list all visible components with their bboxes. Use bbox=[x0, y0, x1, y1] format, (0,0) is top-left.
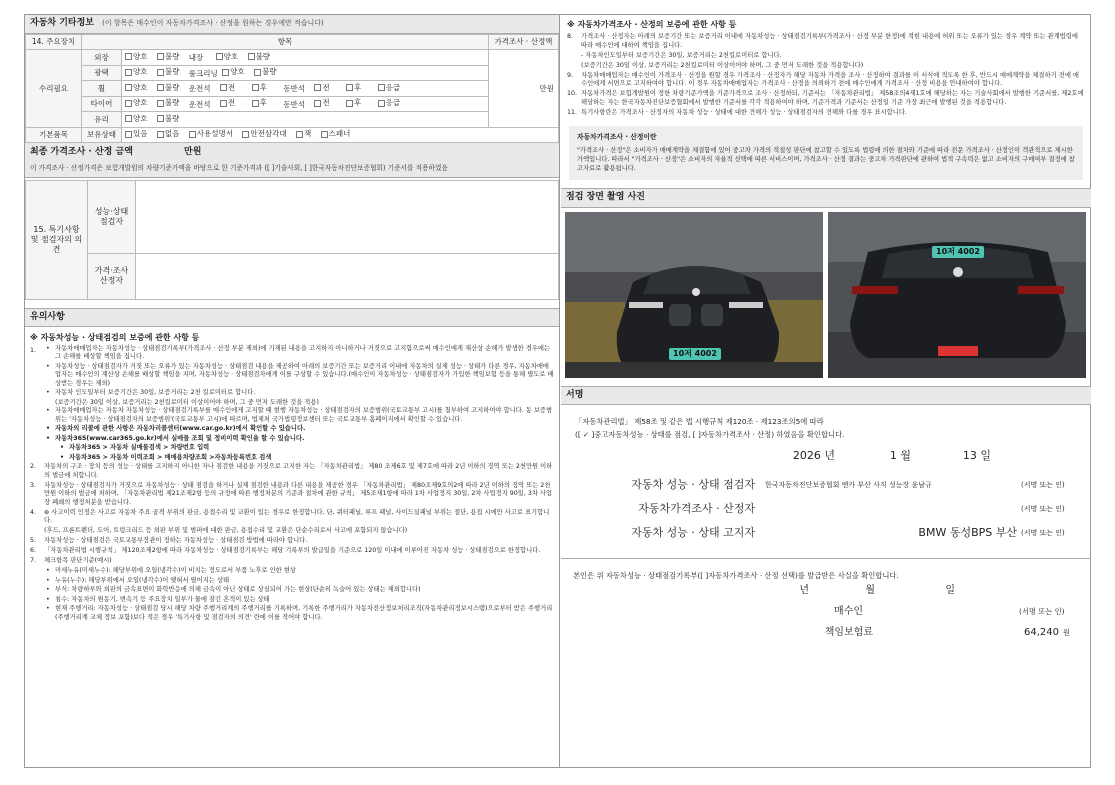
buyer-label: 매수인 bbox=[834, 606, 863, 618]
option-label: 불량 bbox=[164, 51, 180, 61]
checkbox[interactable] bbox=[216, 53, 223, 60]
front-car-photo bbox=[565, 212, 823, 378]
other-info-table bbox=[25, 34, 559, 144]
checkbox[interactable] bbox=[314, 100, 321, 107]
list-item bbox=[567, 90, 1085, 107]
item-text: (후드, 프론트펜더, 도어, 트렁크리드 등 외판 부위 및 범퍼에 대한 판금, 용접수리 및 교환은 단순수리로서 사고에 포함되지 않습니다) bbox=[44, 527, 408, 535]
item-number: 2. bbox=[30, 463, 37, 471]
item-number bbox=[567, 52, 581, 61]
option-label: 양호 bbox=[133, 67, 148, 77]
option-label: 양호 bbox=[133, 82, 148, 92]
appraiser-signature[interactable] bbox=[1021, 505, 1083, 514]
notifier-signature[interactable] bbox=[1021, 529, 1083, 538]
item-number: 11. bbox=[567, 108, 578, 116]
insurance-amount: 64,240 bbox=[1024, 627, 1059, 639]
item-text: 자동차365(www.car365.go.kr)에서 실매물 조회 및 정비이력 확인을 할 수 있습니다. bbox=[55, 434, 305, 442]
item-text: 현재 주행거리: 자동차성능 · 상태점검 당시 해당 차량 주행거리계의 주행거리를 기록하며, 기록한 주행거리가 자동차전산정보처리조직(자동차관리정보시스템)으로부터 받은 주행거리(주행거리계 교체 정보 포함)보다 적은 경우 '특기사항 및 점검자의 의견' 란에 이를 적어야 합니다. bbox=[55, 605, 553, 621]
option-label: 불량 bbox=[164, 113, 180, 123]
checkbox[interactable] bbox=[378, 84, 385, 91]
row-options bbox=[122, 112, 489, 128]
item-text: 자동차의 리콜에 관한 사항은 자동차리콜센터(www.car.go.kr)에서 확인할 수 있습니다. bbox=[55, 425, 306, 433]
signature-hint: (서명 또는 인) bbox=[1021, 480, 1065, 489]
option-label: 없음 bbox=[164, 129, 180, 139]
receipt-section bbox=[561, 558, 1091, 643]
option-label: 후 bbox=[353, 82, 362, 92]
item-text: (보증기간은 30일 이상, 보증거리는 2천킬로미터 이상이어야 하며, 그 중 먼저 도래한 것을 적용합니다) bbox=[581, 61, 864, 69]
signature-section bbox=[561, 405, 1091, 545]
table-row bbox=[26, 112, 559, 128]
front-plate: 10저 4002 bbox=[673, 348, 717, 358]
insurance-label: 책임보험료 bbox=[824, 627, 873, 639]
inspector-label: 자동차 성능 · 상태 점검자 bbox=[631, 478, 755, 492]
item-text: 「자동차관리법 시행규칙」 제120조제2항에 따라 자동차성능 · 상태점검기록부는 해당 기록부의 발급일을 기준으로 120일 이내에 이루어진 자동차 성능 · 상태점검으로 한정합니다. bbox=[44, 547, 541, 555]
list-item bbox=[567, 52, 1085, 61]
item-text: 자동차365 > 자동차 이력조회 > 매매용차량조회 >자동차등록번호 검색 bbox=[69, 453, 272, 461]
buyer-signature[interactable] bbox=[1019, 607, 1083, 616]
option-label: 후 bbox=[353, 98, 362, 108]
price-definition-text: "가격조사 · 산정"은 소비자가 매매계약을 체결함에 있어 중고차 가격의 적절성 판단에 참고할 수 있도록 법령에 의한 절차와 기준에 따라 전문 가격조사 · 산정인이 객관적으로 제시한 가액입니다. 따라서 "가격조사 · 산정"은 소비자의 자율적 선택에 따른 서비스이며, 가격조사 · 산정 결과는 중고차 가격판단에 관하여 법적 구속력은 없고 소비자의 구매여부 결정에 참고자료로 활용됩니다. bbox=[577, 146, 1075, 173]
special-label: 15. 특기사항 및 점검자의 의견 bbox=[26, 180, 88, 299]
option-label: 잭 bbox=[304, 129, 312, 139]
checkbox[interactable] bbox=[125, 115, 132, 122]
final-price-title: 최종 가격조사 · 산정 금액 bbox=[30, 147, 133, 158]
option-label: 불량 bbox=[255, 51, 271, 61]
col-price: 가격조사 · 산정액 bbox=[489, 34, 559, 50]
checkbox[interactable] bbox=[157, 69, 164, 76]
item-text: 자동차성능 · 상태점검은 국토교통부장관이 정하는 자동차성능 · 상태점검 방법에 따라야 합니다. bbox=[44, 537, 308, 545]
insurance-unit: 원 bbox=[1063, 627, 1071, 637]
appraiser-row bbox=[575, 498, 1083, 522]
list-item: • 자동차365 > 자동차 이력조회 > 매매용차량조회 >자동차등록번호 검색 bbox=[60, 454, 554, 463]
option-label: 불량 bbox=[262, 67, 277, 77]
option-label: 응급 bbox=[385, 98, 401, 108]
signature-hint: (서명 또는 인) bbox=[1021, 504, 1065, 513]
list-item bbox=[30, 537, 554, 546]
checkbox[interactable] bbox=[189, 131, 196, 138]
option-label: 사용설명서 bbox=[196, 129, 234, 139]
option-label: 후 bbox=[259, 98, 267, 108]
list-item: • 자동차성능 · 상태점검자가 거짓 또는 오류가 있는 자동차성능 · 상태점검 내용을 제공하여 아래의 보증기간 또는 보증거리 이내에 자동차의 실제 성능 · 상태가 다른 경우, 자동차매매업자는 매수인의 재산상 손해를 배상할 책임을 지며, 자동차성능 · 상태점검자에게 이를 구상할 수 있습니다.(매수인이 자동차성능 · 상태점검자가 가입한 책임보험 등을 통해 별도로 배상받는 경우는 제외) bbox=[46, 362, 554, 387]
option-label: 양호 bbox=[133, 51, 148, 61]
item-text: - 자동차인도일부터 보증기간은 30일, 보증거리는 2천킬로미터로 합니다. bbox=[581, 51, 782, 59]
checkbox[interactable] bbox=[157, 100, 164, 107]
special-notes-table bbox=[25, 180, 559, 300]
option-label: 불량 bbox=[164, 67, 180, 77]
item-text: 자동차매매업자는 자동차성능 · 상태점검기록부(가격조사 · 산정 부분 제외)에 기재된 내용을 고지하지 아니하거나 거짓으로 고지함으로써 매수인에게 재산상 손해가 발생한 경우에는 그 손해를 배상할 책임을 집니다. bbox=[55, 344, 551, 361]
option-label: 전 bbox=[322, 98, 330, 108]
inspection-photos bbox=[561, 208, 1091, 378]
item-number: 6. bbox=[30, 547, 37, 555]
photos-header: 점검 장면 촬영 사진 bbox=[561, 188, 1091, 208]
price-definition-box bbox=[569, 126, 1083, 180]
checkbox[interactable] bbox=[252, 84, 259, 91]
row-label: 유리 bbox=[82, 112, 122, 128]
caution-heading: ※ 자동차성능 · 상태점검의 보증에 관한 사항 등 bbox=[30, 333, 200, 343]
checkbox[interactable] bbox=[321, 131, 328, 138]
item-number: 8. bbox=[567, 33, 574, 41]
list-item: • 현재 주행거리: 자동차성능 · 상태점검 당시 해당 차량 주행거리계의 주행거리를 기록하며, 기록한 주행거리가 자동차전산정보처리조직(자동차관리정보시스템)으로부터 받은 주행거리(주행거리계 교체 정보 포함)보다 적은 경우 '특기사항 및 점검자의 의견' 란에 이를 적어야 합니다. bbox=[46, 605, 553, 621]
item-text: 침수: 자동차의 원동기, 변속기 등 주요장치 일부가 물에 잠긴 흔적이 있는 상태 bbox=[55, 595, 270, 603]
rear-plate: 10저 4002 bbox=[936, 246, 980, 256]
item-number: 3. bbox=[30, 481, 37, 489]
item-text: 자동차성능 · 상태점검자가 거짓 또는 오류가 있는 자동차성능 · 상태점검 내용을 제공하여 아래의 보증기간 또는 보증거리 이내에 자동차의 실제 성능 · 상태가 다른 경우, 자동차매매업자는 매수인의 재산상 손해를 배상할 책임을 지며, 자동차성능 · 상태점검자에게 이를 구상할 수 있습니다.(매수인이 자동차성능 · 상태점검자가 가입한 책임보험 등을 통해 별도로 배상받는 경우는 제외) bbox=[55, 362, 554, 387]
other-info-note: (이 항목은 매수인이 자동차가격조사 · 산정을 원하는 경우에만 적습니다) bbox=[102, 19, 324, 27]
appraiser-label: 자동차가격조사 · 산정자 bbox=[638, 502, 755, 516]
option-label: 스패너 bbox=[328, 129, 351, 139]
notifier-label: 자동차 성능 · 상태 고지자 bbox=[631, 526, 755, 540]
row-options bbox=[122, 81, 489, 97]
price-unit: 만원 bbox=[489, 50, 559, 128]
option-label: 있음 bbox=[133, 129, 148, 139]
col-item14: 14. 주요장치 bbox=[26, 34, 82, 50]
checkbox[interactable] bbox=[242, 131, 249, 138]
list-item: • 누유(누수): 해당부위에서 오일(냉각수)이 맺혀서 떨어지는 상태 bbox=[46, 577, 554, 586]
item-text: 체크항목 판단기준(예시) bbox=[44, 557, 112, 565]
receipt-text: 본인은 위 자동차성능 · 상태점검기록부([ ]자동차가격조사 · 산정 선택)를 발급받은 사실을 확인합니다. bbox=[573, 570, 899, 580]
item-subnote: (보증기간은 30일 이상, 보증거리는 2천킬로미터 이상이어야 하며, 그 중 먼저 도래한 것을 적용) bbox=[55, 398, 319, 406]
list-item bbox=[30, 482, 554, 508]
sign-month: 1 월 bbox=[889, 449, 911, 463]
item-text: 가격조사 · 산정자는 아래의 보증기간 또는 보증거리 이내에 자동차성능 · 상태점검기록부(가격조사 · 산정 부분 한정)에 적힌 내용에 허위 또는 오류가 있는 경우 계약 또는 관계법령에 따라 매수인에 대하여 책임을 집니다. bbox=[581, 33, 1078, 49]
item-text: 자동차 인도일부터 보증기간은 30일, 보증거리는 2천 킬로미터로 합니다. bbox=[55, 389, 256, 397]
option-label: 양호 bbox=[133, 113, 148, 123]
basic-label: 기본품목 bbox=[26, 127, 82, 143]
row-label: 룸크리닝 bbox=[188, 68, 218, 78]
item-text: 자동차가격은 보험개발원이 정한 차량기준가액을 기준가격으로 조사 · 산정하되, 기준서는 「자동차관리법」 제58조의4제1호에 해당하는 자는 기술사회에서 발행한 기준서를, 제2호에 해당하는 자는 한국자동차진단보증협회에서 발행한 기준서를 각각 적용하여야 하며, 기준가격과 기준서는 산정일 기준 가장 최근에 발행된 것을 적용합니다. bbox=[581, 90, 1084, 106]
row-label: 동반석 bbox=[283, 99, 305, 109]
checkbox[interactable] bbox=[125, 100, 132, 107]
checkbox[interactable] bbox=[346, 84, 353, 91]
item-text: 누유(누수): 해당부위에서 오일(냉각수)이 맺혀서 떨어지는 상태 bbox=[55, 576, 230, 584]
item-number bbox=[30, 527, 44, 536]
list-item: • 자동차365 > 자동차 실매물검색 > 차량번호 입력 bbox=[60, 444, 554, 453]
row-label: 동반석 bbox=[283, 84, 305, 94]
row-options bbox=[122, 96, 489, 112]
final-price-note: 이 가격조사 · 산정가격은 보험개발원의 차량기준가액을 바탕으로 한 기준가격과 ([ ]기술사회, [ ]한국자동차진단보증협회) 기준서를 적용하였음 bbox=[25, 162, 559, 177]
signature-hint: (서명 또는 인) bbox=[1021, 528, 1065, 537]
option-label: 전 bbox=[322, 82, 330, 92]
item-text: 부식: 차량하부와 외판의 금속표면이 화학반응에 의해 금속이 아닌 상태로 상실되어 가는 현상(단순히 녹슬어 있는 상태는 제외합니다) bbox=[55, 586, 421, 594]
option-label: 양호 bbox=[133, 98, 148, 108]
list-item: • 자동차 인도일부터 보증기간은 30일, 보증거리는 2천 킬로미터로 합니다. bbox=[46, 389, 554, 398]
col-hangmok: 항목 bbox=[82, 34, 489, 50]
inspector-value: 한국자동차진단보증협회 엔카 부산 사직 성능장 윤남규 bbox=[765, 480, 932, 489]
checkbox[interactable] bbox=[157, 84, 164, 91]
price-definition-title: 자동차가격조사 · 산정이란 bbox=[577, 133, 657, 142]
checkbox[interactable] bbox=[125, 84, 132, 91]
final-price-box bbox=[25, 143, 559, 177]
receipt-year: 년 bbox=[799, 585, 809, 597]
row-label: 운전석 bbox=[188, 84, 211, 94]
checkbox[interactable] bbox=[222, 69, 229, 76]
row-label: 광택 bbox=[82, 65, 122, 81]
item-text: ⊛ 사고이력 인정은 사고로 자동차 주요 골격 부위의 판금, 용접수리 및 교환이 있는 경우로 한정합니다. 단, 쿼터패널, 루프 패널, 사이드실패널 부위는 절단, 용접 시에만 사고로 표기합니다. bbox=[44, 508, 550, 525]
option-label: 불량 bbox=[164, 82, 180, 92]
table-row bbox=[26, 127, 559, 143]
item-number: 10. bbox=[567, 90, 578, 98]
item-text: 자동차365 > 자동차 실매물검색 > 차량번호 입력 bbox=[69, 444, 210, 452]
final-price-header bbox=[25, 143, 559, 162]
option-label: 불량 bbox=[164, 98, 180, 108]
list-item: • 자동차의 리콜에 관한 사항은 자동차리콜센터(www.car.go.kr)에서 확인할 수 있습니다. bbox=[46, 425, 554, 434]
item-number: 1. bbox=[30, 346, 37, 354]
list-item: • 미세누유(미세누수): 해당부위에 오일(냉각수)이 비치는 정도로서 부품 노후로 인한 현상 bbox=[46, 567, 554, 576]
basic-sub: 보유상태 bbox=[82, 127, 122, 143]
other-info-title: 자동차 기타정보 bbox=[30, 18, 94, 28]
list-item bbox=[30, 547, 554, 556]
row-options bbox=[122, 65, 489, 81]
table-row bbox=[26, 50, 559, 66]
basic-items bbox=[122, 127, 559, 143]
sign-year: 2026 년 bbox=[792, 449, 835, 463]
item-text: 미세누유(미세누수): 해당부위에 오일(냉각수)이 비치는 정도로서 부품 노후로 인한 현상 bbox=[55, 567, 296, 575]
checkbox[interactable] bbox=[125, 53, 132, 60]
final-price-unit: 만원 bbox=[184, 147, 202, 158]
item-number bbox=[567, 62, 581, 71]
price-guarantee-notes bbox=[561, 15, 1091, 180]
row-label: 운전석 bbox=[188, 99, 211, 109]
item-text: 자동차매매업자는 자동차 자동차성능 · 상태점검기록부를 매수인에게 고지할 때 현행 자동차성능 · 상태점검자의 보증범위(국토교통부 고시)를 첨부하여 고지하여야 합니다. 동 보증범위는 '자동차성능 · 상태점검자의 보증범위'(국토교통부 고시)에 따르며, 법제처 국가법령정보센터 또는 국토교통부 홈페이지에서 확인할 수 있습니다. bbox=[55, 407, 553, 423]
price-appraiser-label: 가격·조사 산정자 bbox=[88, 253, 136, 299]
list-item bbox=[30, 509, 554, 526]
checkbox[interactable] bbox=[252, 100, 259, 107]
checkbox[interactable] bbox=[248, 53, 255, 60]
table-row bbox=[26, 81, 559, 97]
list-item bbox=[30, 463, 554, 480]
list-item bbox=[567, 62, 1085, 71]
checkbox[interactable] bbox=[378, 100, 385, 107]
checkbox[interactable] bbox=[346, 100, 353, 107]
notifier-row bbox=[575, 522, 1083, 546]
signature-hint: (서명 또는 인) bbox=[1019, 606, 1065, 616]
receipt-month: 월 bbox=[865, 585, 875, 597]
signature-date bbox=[575, 449, 1083, 463]
row-options bbox=[122, 50, 489, 66]
row-label: 타이어 bbox=[82, 96, 122, 112]
insurance-row bbox=[573, 622, 1083, 643]
notifier-value: BMW 동성BPS 부산 bbox=[918, 526, 1017, 540]
buyer-row bbox=[573, 601, 1083, 622]
caution-notes bbox=[25, 327, 559, 622]
table-row bbox=[26, 96, 559, 112]
checkbox[interactable] bbox=[220, 100, 227, 107]
signature-law: 「자동차관리법」 제58조 및 같은 법 시행규칙 제120조 · 제123조의5에 따라 bbox=[575, 417, 824, 427]
right-column bbox=[561, 15, 1091, 767]
option-label: 양호 bbox=[223, 51, 239, 61]
checkbox[interactable] bbox=[157, 53, 164, 60]
left-column bbox=[25, 15, 560, 767]
item-text: 자동차매매업자는 매수인이 가격조사 · 산정을 원할 경우 가격조사 · 산정자가 해당 자동차 가격을 조사 · 산정하여 결과를 이 서식에 적도록 한 후, 반드시 매매계약을 체결하기 전에 매수인에게 서면으로 고지하여야 합니다. 이 경우 자동차매매업자는 가격조사 · 산정을 의뢰하기 전에 매수인에게 가격조사 · 산정 비용을 안내하여야 합니다. bbox=[581, 71, 1080, 88]
table-row bbox=[26, 65, 559, 81]
inspector-signature[interactable] bbox=[1021, 481, 1083, 490]
price-guarantee-heading: ※ 자동차가격조사 · 산정의 보증에 관한 사항 등 bbox=[567, 20, 737, 29]
row-label: 내장 bbox=[188, 53, 204, 63]
item-number: 7. bbox=[30, 557, 37, 565]
list-item bbox=[30, 527, 554, 536]
checkbox[interactable] bbox=[125, 131, 132, 138]
caution-header: 유의사항 bbox=[25, 308, 559, 328]
row-label: 휠 bbox=[82, 81, 122, 97]
option-label: 양호 bbox=[230, 67, 245, 77]
list-item: • 침수: 자동차의 원동기, 변속기 등 주요장치 일부가 물에 잠긴 흔적이 있는 상태 bbox=[46, 596, 554, 605]
checkbox[interactable] bbox=[220, 84, 227, 91]
receipt-day: 일 bbox=[945, 585, 955, 597]
list-item: • 자동차매매업자는 자동차 자동차성능 · 상태점검기록부를 매수인에게 고지할 때 현행 자동차성능 · 상태점검자의 보증범위(국토교통부 고시)를 첨부하여 고지하여야 합니다. 동 보증범위는 '자동차성능 · 상태점검자의 보증범위'(국토교통부 고시)에 따르며, 법제처 국가법령정보센터 또는 국토교통부 홈페이지에서 확인할 수 있습니다. bbox=[46, 407, 553, 423]
item-text: 특기사항란은 가격조사 · 산정자의 자동차 성능 · 상태에 대한 견해가 성능 · 상태점검자의 견해와 다를 경우 표시합니다. bbox=[581, 108, 907, 116]
list-item: • 자동차365(www.car365.go.kr)에서 실매물 조회 및 정비이력 확인을 할 수 있습니다. bbox=[46, 435, 554, 444]
list-item bbox=[567, 72, 1085, 89]
item-number: 4. bbox=[30, 508, 37, 516]
receipt-date bbox=[573, 580, 1083, 601]
inspection-record-page bbox=[24, 14, 1091, 768]
other-info-header bbox=[25, 15, 559, 34]
perf-inspector-opinion[interactable] bbox=[136, 180, 559, 253]
checkbox[interactable] bbox=[157, 115, 164, 122]
option-label: 안전삼각대 bbox=[250, 129, 287, 139]
list-item bbox=[567, 109, 1085, 118]
option-label: 응급 bbox=[385, 82, 401, 92]
signature-confirm: ([ ✓ ]중고자동차성능 · 상태를 점검, [ ]자동차가격조사 · 산정) 하였음을 확인합니다. bbox=[575, 429, 845, 439]
list-item: • 부식: 차량하부와 외판의 금속표면이 화학반응에 의해 금속이 아닌 상태로 상실되어 가는 현상(단순히 녹슬어 있는 상태는 제외합니다) bbox=[46, 586, 554, 595]
signature-header: 서명 bbox=[561, 386, 1091, 406]
item-number: 5. bbox=[30, 537, 37, 545]
item-text: 자동차성능 · 상태점검자가 거짓으로 자동차성능 · 상태 점검을 하거나 실제 점검한 내용과 다른 내용을 제공한 경우 「자동차관리법」 제80조제9호의2에 따라 2년 이하의 징역 또는 2천만원 이하의 벌금에 처하며, 「자동차관리법 제21조제2항 등의 규정에 따른 행정처분의 기준과 절차에 관한 규칙」 제5조제1항에 따라 1차 사업정지 30일, 2차 사업정지 90일, 3차 사업장 폐쇄의 행정처분을 받습니다. bbox=[44, 481, 553, 506]
item-text: 자동차의 구조 · 장치 등의 성능 · 상태를 고지하지 아니한 자나 점검한 내용을 거짓으로 고지한 자는 「자동차관리법」 제80 조제6호 및 제7호에 따라 2년 이하의 징역 또는 2천만원 이하의 벌금에 처합니다. bbox=[44, 463, 553, 479]
price-appraiser-opinion[interactable] bbox=[136, 253, 559, 299]
checkbox[interactable] bbox=[125, 69, 132, 76]
sign-day: 13 일 bbox=[962, 449, 991, 463]
inspector-row bbox=[575, 474, 1083, 498]
checkbox[interactable] bbox=[296, 131, 303, 138]
rear-car-photo bbox=[828, 212, 1086, 378]
checkbox[interactable] bbox=[254, 69, 261, 76]
list-item bbox=[567, 33, 1085, 50]
item-number: 9. bbox=[567, 71, 574, 79]
option-label: 후 bbox=[259, 82, 267, 92]
repair-label: 수리필요 bbox=[26, 50, 82, 128]
checkbox[interactable] bbox=[314, 84, 321, 91]
row-label: 외장 bbox=[82, 50, 122, 66]
perf-inspector-label: 성능·상태 점검자 bbox=[88, 180, 136, 253]
list-item: • 자동차매매업자는 자동차성능 · 상태점검기록부(가격조사 · 산정 부분 제외)에 기재된 내용을 고지하지 아니하거나 거짓으로 고지함으로써 매수인에게 재산상 손해가 발생한 경우에는 그 손해를 배상할 책임을 집니다. bbox=[46, 345, 554, 362]
checkbox[interactable] bbox=[157, 131, 164, 138]
option-label: 전 bbox=[227, 98, 236, 108]
list-item bbox=[30, 557, 554, 566]
option-label: 전 bbox=[227, 82, 236, 92]
